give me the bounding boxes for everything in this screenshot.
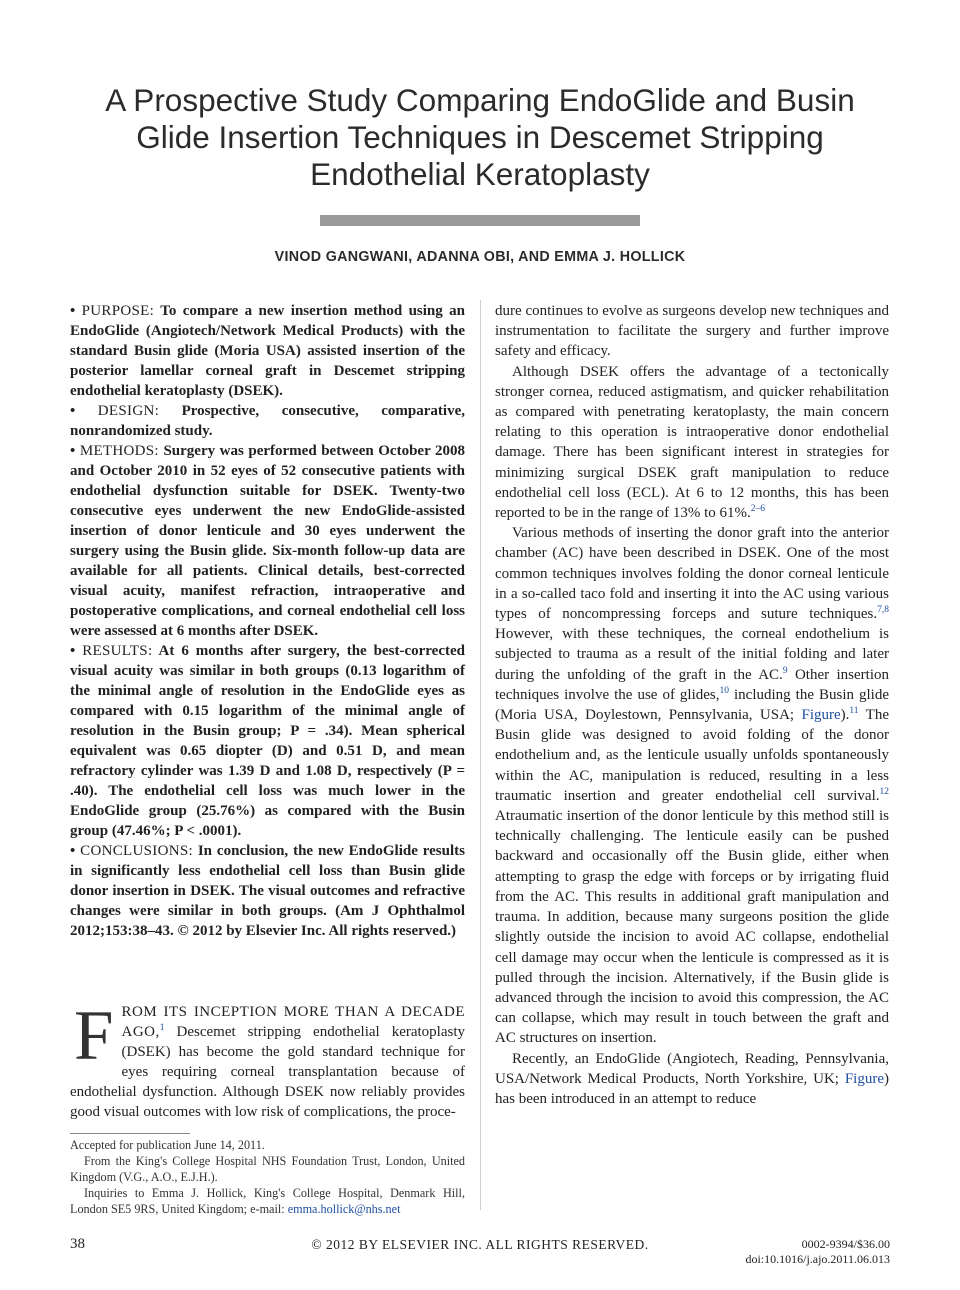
abstract <box>70 301 465 941</box>
body-text-right-column <box>495 301 889 1109</box>
abstract-methods: • METHODS: Surgery was performed between October 2008 and October 2010 in 52 eyes of 52 consecutive patients with endothelial dysfunction suitable for DSEK. Twenty-two consecutive eyes underwent the new EndoGlide-assisted insertion of donor lenticule and 30 eyes underwent the surgery using the Busin glide. Six-month follow-up data are available for all patients. Clinical details, best-corrected visual acuity, manifest refraction, intraoperative and postoperative complications, and corneal endothelial cell loss were assessed at 6 months after DSEK. <box>70 443 465 639</box>
title-line: Glide Insertion Techniques in Descemet Stripping <box>136 119 824 155</box>
doi: doi:10.1016/j.ajo.2011.06.013 <box>745 1252 890 1266</box>
conclusions-label: CONCLUSIONS: <box>80 843 193 859</box>
results-label: RESULTS: <box>82 643 153 659</box>
paragraph: Various methods of inserting the donor graft into the anterior chamber (AC) have been described in DSEK. One of the most common techniques involves folding the donor corneal lenticule in a so-called taco fold and inserting it into the AC using various types of noncompressing forceps and suture techniques.$^{7,8}$ However, with these techniques, the corneal endothelium is subjected to trauma as a result of the initial folding and later during the unfolding of the graft in the AC.$^9$ Other insertion techniques involve the use of glides,$^{10}$ including the Busin glide (Moria USA, Doylestown, Pennsylvania, USA; Figure).$^{11}$ The Busin glide was designed to avoid folding of the donor endothelium and, as the lenticule usually unfolds spontaneously within the AC, manipulation is reduced, resulting in a less traumatic insertion and greater endothelial cell survival.$^{12}$ Atraumatic insertion of the donor lenticule by this method still is technically challenging. The lenticule easily can be pushed backward and occasionally off the Busin glide, either when attempting to grasp the edge with forceps or by irrigating fluid from the AC. This results in additional graft manipulation and trauma. In addition, because many surgeons position the glide slightly outside the incision to avoid AC collapse, endothelial cell damage may occur when the lenticule is compressed as it is pulled through the incision. Alternatively, if the Busin glide is advanced through the incision to avoid this compression, the AC can collapse, which may result in touch between the graft and AC structures on insertion. <box>495 525 889 1047</box>
issn-price: 0002-9394/$36.00 <box>801 1237 890 1251</box>
abstract-design: • DESIGN: Prospective, consecutive, comparative, nonrandomized study. <box>70 403 465 439</box>
abstract-conclusions: • CONCLUSIONS: In conclusion, the new EndoGlide results in significantly less endothelial cell loss than Busin glide donor insertion in DSEK. The visual outcomes and refractive changes were similar in both groups. (Am J Ophthalmol 2012;153:38–43. © 2012 by Elsevier Inc. All rights reserved.) <box>70 843 465 939</box>
abstract-results: • RESULTS: At 6 months after surgery, the best-corrected visual acuity was similar in both groups (0.13 logarithm of the minimal angle of resolution in the EndoGlide eyes as compared with 0.15 logarithm of the minimal angle of resolution in the Busin group; P = .34). Mean spherical equivalent was 0.65 diopter (D) and 0.51 D, and mean refractory cylinder was 1.39 D and 1.08 D, respectively (P = .40). The endothelial cell loss was much lower in the EndoGlide group (25.76%) as compared with the Busin group (47.46%; P < .0001). <box>70 643 465 839</box>
page-number: 38 <box>70 1236 85 1252</box>
email-link[interactable]: emma.hollick@nhs.net <box>287 1202 401 1216</box>
footnotes <box>70 1137 465 1217</box>
author-list: VINOD GANGWANI, ADANNA OBI, AND EMMA J. HOLLICK <box>274 249 686 265</box>
citation-link[interactable]: 1 <box>159 1023 165 1033</box>
citation-link[interactable]: 7,8 <box>877 605 889 616</box>
column-divider <box>480 300 481 1210</box>
article-title <box>60 82 900 193</box>
methods-label: METHODS: <box>79 443 159 459</box>
citation-link[interactable]: 9 <box>782 665 788 676</box>
citation-link[interactable]: 10 <box>719 685 730 696</box>
paragraph: dure continues to evolve as surgeons develop new techniques and instrumentation to facilitate the surgery and further improve safety and efficacy. <box>495 303 889 360</box>
affiliation-note: From the King's College Hospital NHS Foundation Trust, London, United Kingdom (V.G., A.O., E.J.H.). <box>70 1154 465 1184</box>
figure-link[interactable]: Figure <box>844 1070 884 1087</box>
publication-ids <box>660 1237 890 1267</box>
copyright-notice: © 2012 BY ELSEVIER INC. ALL RIGHTS RESERVED. <box>311 1237 649 1252</box>
purpose-label: PURPOSE: <box>81 303 155 319</box>
title-line: Endothelial Keratoplasty <box>310 156 650 192</box>
citation-link[interactable]: 12 <box>879 786 889 797</box>
paragraph: Recently, an EndoGlide (Angiotech, Reading, Pennsylvania, USA/Network Medical Products, North Yorkshire, UK; Figure) has been introduced in an attempt to reduce <box>495 1050 889 1107</box>
paragraph: Although DSEK offers the advantage of a tectonically stronger cornea, reduced astigmatism, and quicker rehabilitation as compared with penetrating keratoplasty, the main concern relating to this operation is intraoperative donor endothelial damage. There has been significant interest in strategies for minimizing surgical DSEK graft manipulation to reduce endothelial cell loss (ECL). At 6 to 12 months, this has been reported to be in the range of 13% to 61%.$^{2-6}$ <box>495 363 889 522</box>
accepted-note: Accepted for publication June 14, 2011. <box>70 1138 265 1152</box>
design-label: DESIGN: <box>97 403 160 419</box>
citation-link[interactable]: 2–6 <box>750 504 766 515</box>
introduction-paragraph: FROM ITS INCEPTION MORE THAN A DECADE AGO,$^1$ Descemet stripping endothelial keratoplasty (DSEK) has become the gold standard technique for eyes requiring corneal transplantation because of endothelial dysfunction. Although DSEK now reliably provides good visual outcomes with low risk of complications, the proce- <box>70 997 466 1120</box>
abstract-purpose: • PURPOSE: To compare a new insertion method using an EndoGlide (Angiotech/Network Medical Products) with the standard Busin glide (Moria USA) assisted insertion of the posterior lamellar corneal graft in Descemet stripping endothelial keratoplasty (DSEK). <box>70 303 465 399</box>
title-divider <box>320 215 640 226</box>
citation-link[interactable]: 11 <box>849 706 859 717</box>
drop-cap: F <box>74 997 114 1075</box>
title-line: A Prospective Study Comparing EndoGlide and Busin <box>105 82 855 118</box>
inquiries-note: Inquiries to Emma J. Hollick, King's College Hospital, Denmark Hill, London SE5 9RS, United Kingdom; e-mail: emma.hollick@nhs.net <box>70 1186 465 1216</box>
footnote-divider <box>70 1133 190 1134</box>
figure-link[interactable]: Figure <box>801 707 841 724</box>
